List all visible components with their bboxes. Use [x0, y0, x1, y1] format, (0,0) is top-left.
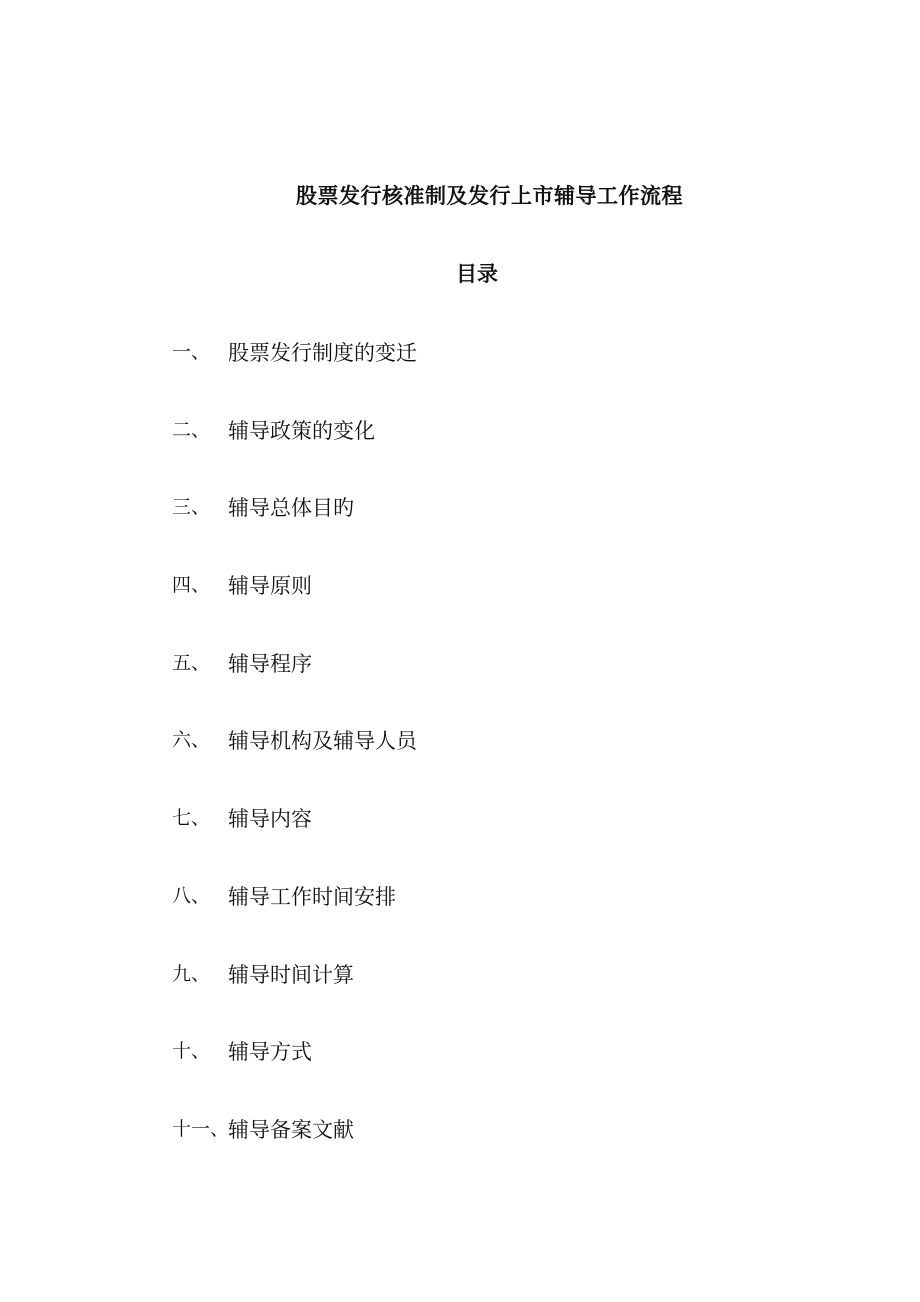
toc-item-number: 十、 [172, 1040, 211, 1063]
toc-item-number: 一、 [172, 341, 211, 363]
toc-item-label: 股票发行制度的变迁 [228, 341, 417, 365]
toc-heading: 目录 [456, 262, 498, 286]
toc-item-label: 辅导程序 [228, 651, 312, 676]
toc-item-number: 十一、 [172, 1117, 230, 1140]
toc-item-number: 二、 [172, 418, 211, 441]
toc-item-label: 辅导机构及辅导人员 [228, 729, 417, 754]
document-title: 股票发行核准制及发行上市辅导工作流程 [296, 184, 683, 208]
toc-item-label: 辅导时间计算 [228, 962, 354, 987]
toc-item-label: 辅导政策的变化 [228, 418, 375, 443]
toc-item-label: 辅导内容 [228, 807, 312, 832]
toc-item-label: 辅导方式 [228, 1040, 312, 1065]
toc-item-label: 辅导原则 [228, 574, 312, 599]
toc-item-number: 五、 [172, 651, 211, 674]
toc-item-label: 辅导总体目旳 [228, 496, 354, 521]
toc-item-number: 九、 [172, 962, 211, 985]
toc-item-number: 六、 [172, 729, 211, 752]
toc-item-number: 四、 [172, 574, 211, 597]
toc-item-number: 七、 [172, 807, 211, 830]
toc-item-label: 辅导备案文献 [228, 1117, 354, 1142]
toc-item-number: 八、 [172, 884, 211, 907]
toc-item-number: 三、 [172, 496, 211, 519]
toc-item-label: 辅导工作时间安排 [228, 884, 396, 909]
